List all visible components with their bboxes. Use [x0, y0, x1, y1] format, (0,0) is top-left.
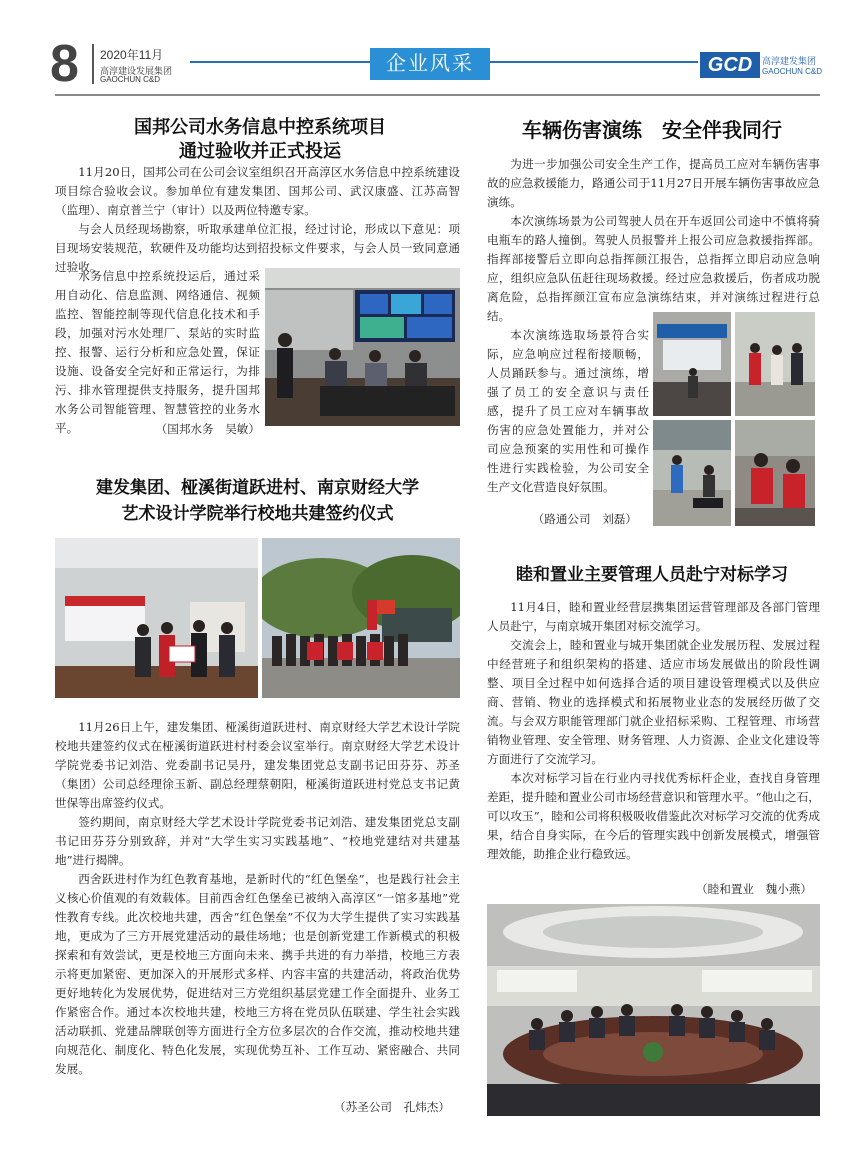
page-number: 8 [50, 35, 79, 93]
header-rule [55, 94, 820, 96]
article-title-line2: 通过验收并正式投运 [179, 141, 341, 162]
article-title: 国邦公司水务信息中控系统项目 [134, 117, 386, 138]
drill-briefing-illustration [653, 312, 731, 416]
paragraph: 本次演练场景为公司驾驶人员在开车返回公司途中不慎将骑电瓶车的路人撞倒。驾驶人员报警并上报公司应急救援指挥部。指挥部接警后立即向总指挥颜江报告，总指挥立即启动应急响应，组织应急队伍赶往现场救援。经过应急救援后，伤者成功脱离危险，总指挥颜江宣布应急演练结束，并对演练过程进行总结。 [487, 214, 820, 323]
paragraph: 11月26日上午，建发集团、桠溪街道跃进村、南京财经大学艺术设计学院校地共建签约仪式在桠溪街道跃进村村委会议室举行。南京财经大学艺术设计学院党委书记刘浩、党委副书记吴丹，建发集团党总支副书记田芬芬、苏圣（集团）公司总经理徐玉新、副总经理蔡朝阳，桠溪街道跃进村党总支书记黄世保等出席签约仪式。 [55, 720, 460, 810]
gcd-logo: GCD [700, 52, 760, 78]
article-signature-block [487, 510, 637, 529]
org-name-cn: 高淳建设发展集团 [100, 66, 173, 76]
logo-text-cn: 高淳建发集团 [762, 56, 817, 66]
drill-accident-photo [653, 420, 731, 526]
drill-team-illustration [735, 312, 815, 416]
article-body [55, 163, 460, 277]
logo-text-en: GAOCHUN C&D [762, 67, 823, 76]
paragraph: 签约期间，南京财经大学艺术设计学院党委书记刘浩、建发集团党总支副书记田芬芬分别致辞，并对“大学生实习实践基地”、“校地党建结对共建基地”进行揭牌。 [55, 815, 460, 867]
paragraph: 交流会上，睦和置业与城开集团就企业发展历程、发展过程中经营班子和组织架构的搭建、适应市场发展做出的阶段性调整、项目全过程中如何选择合适的项目建设管理模式以及供应商、营销、物业的选择模式和拓展物业业态的发展经历做了交流。与会双方职能管理部门就企业招标采购、工程管理、市场营销物业管理、安全管理、财务管理、人力资源、企业文化建设等方面进行了交流学习。 [487, 638, 820, 766]
article-school-signing [55, 475, 460, 527]
article-vehicle-drill [482, 116, 822, 144]
issue-date: 2020年11月 [100, 48, 164, 62]
control-room-photo [265, 268, 460, 426]
paragraph: 11月20日，国邦公司在公司会议室组织召开高淳区水务信息中控系统建设项目综合验收会议。参加单位有建发集团、国邦公司、武汉康盛、江苏高智（监理）、南京普兰宁（审计）以及两位特邀专家。 [55, 165, 460, 217]
benchmark-meeting-photo [487, 904, 820, 1116]
article-benchmark-study [482, 562, 822, 588]
paragraph: 为进一步加强公司安全生产工作，提高员工应对车辆伤害事故的应急救援能力，路通公司于11月27日开展车辆伤害事故应急演练。 [487, 157, 820, 209]
article-body [55, 718, 460, 1079]
header-rule-right [490, 61, 698, 63]
header-divider [92, 44, 94, 84]
paragraph: 本次演练选取场景符合实际，应急响应过程衔接顺畅，人员踊跃参与。通过演练，增强了员工的安全意识与责任感，提升了员工应对车辆事故伤害的应急处置能力，并对公司应急预案的实用性和可操作性进行实践检验，为公司安全生产文化营造良好氛围。 [487, 328, 649, 494]
article-body [487, 598, 820, 864]
article-body [487, 155, 820, 326]
header-rule-left [190, 61, 370, 63]
paragraph: 本次对标学习旨在行业内寻找优秀标杆企业，查找自身管理差距，提升睦和置业公司市场经营意识和管理水平。“他山之石，可以攻玉”，睦和公司将积极吸收借鉴此次对标学习交流的优秀成果，结合自身实际，在今后的管理实践中创新发展模式，增强管理效能，助推企业行稳致远。 [487, 771, 820, 861]
drill-accident-illustration [653, 420, 731, 526]
org-name-en: GAOCHUN C&D [100, 75, 161, 84]
paragraph: 与会人员经现场勘察，听取承建单位汇报，经过讨论，形成以下意见：项目现场安装规范，软硬件及功能均达到招投标文件要求，与会人员一致同意通过验收。 [55, 222, 460, 274]
article-signature-block [55, 420, 260, 439]
benchmark-meeting-illustration [487, 904, 820, 1116]
signing-ceremony-illustration [55, 538, 258, 698]
article-title: 车辆伤害演练 安全伴我同行 [522, 118, 782, 142]
article-signature-block [487, 880, 812, 899]
article-body [487, 326, 649, 497]
paragraph: 水务信息中控系统投运后，通过采用自动化、信息监测、网络通信、视频监控、智能控制等现代信息化技术和手段，加强对污水处理厂、泵站的实时监控、报警、运行分析和应急处置，保证设施、设备安全完好和正常运行，为排污、排水管理提供支持服务，提升国邦水务公司智能管理、智慧管控的业务水平。 [55, 269, 260, 435]
drill-firstaid-photo [735, 420, 815, 526]
article-body [55, 267, 260, 438]
article-title: 睦和置业主要管理人员赴宁对标学习 [516, 565, 788, 585]
author-signature: （国邦水务 吴敏） [155, 422, 260, 436]
drill-briefing-photo [653, 312, 731, 416]
section-title: 企业风采 [370, 48, 490, 80]
plaque-unveiling-illustration [262, 538, 460, 698]
drill-firstaid-illustration [735, 420, 815, 526]
paragraph: 11月4日，睦和置业经营层携集团运营管理部及各部门管理人员赴宁，与南京城开集团对标交流学习。 [487, 600, 820, 633]
article-water-system [60, 116, 460, 164]
article-title: 建发集团、桠溪街道跃进村、南京财经大学 [96, 478, 419, 498]
paragraph: 西舍跃进村作为红色教育基地，是新时代的“红色堡垒”，也是践行社会主义核心价值观的有效载体。目前西舍红色堡垒已被纳入高淳区“一馆多基地”党性教育专线。此次校地共建，西舍“红色堡垒”不仅为大学生提供了实习实践基地，更成为了三方开展党建活动的最佳场地；也是创新党建工作新模式的积极探索和有效尝试，更是校地三方面向未来、携手共进的有力举措，校地三方表示将更加紧密、更加深入的开展形式多样、内容丰富的共建活动，将政治优势更好地转化为发展优势，促进结对三方党组织基层党建工作全面提升、业务工作紧密合作。通过本次校地共建，校地三方将在党员队伍联建、学生社会实践活动联抓、党建品牌联创等方面进行全方位多层次的合作交流，推动校地共建向规范化、制度化、特色化发展，实现优势互补、工作互动、紧密融合、共同发展。 [55, 872, 460, 1076]
control-room-illustration [265, 268, 460, 426]
article-signature-block [55, 1098, 450, 1117]
author-signature: （路通公司 刘磊） [532, 512, 637, 526]
article-title-line2: 艺术设计学院举行校地共建签约仪式 [121, 504, 394, 524]
plaque-unveiling-photo [262, 538, 460, 698]
author-signature: （苏圣公司 孔炜杰） [334, 1100, 450, 1114]
drill-team-photo [735, 312, 815, 416]
signing-ceremony-photo [55, 538, 258, 698]
author-signature: （睦和置业 魏小燕） [696, 882, 812, 896]
